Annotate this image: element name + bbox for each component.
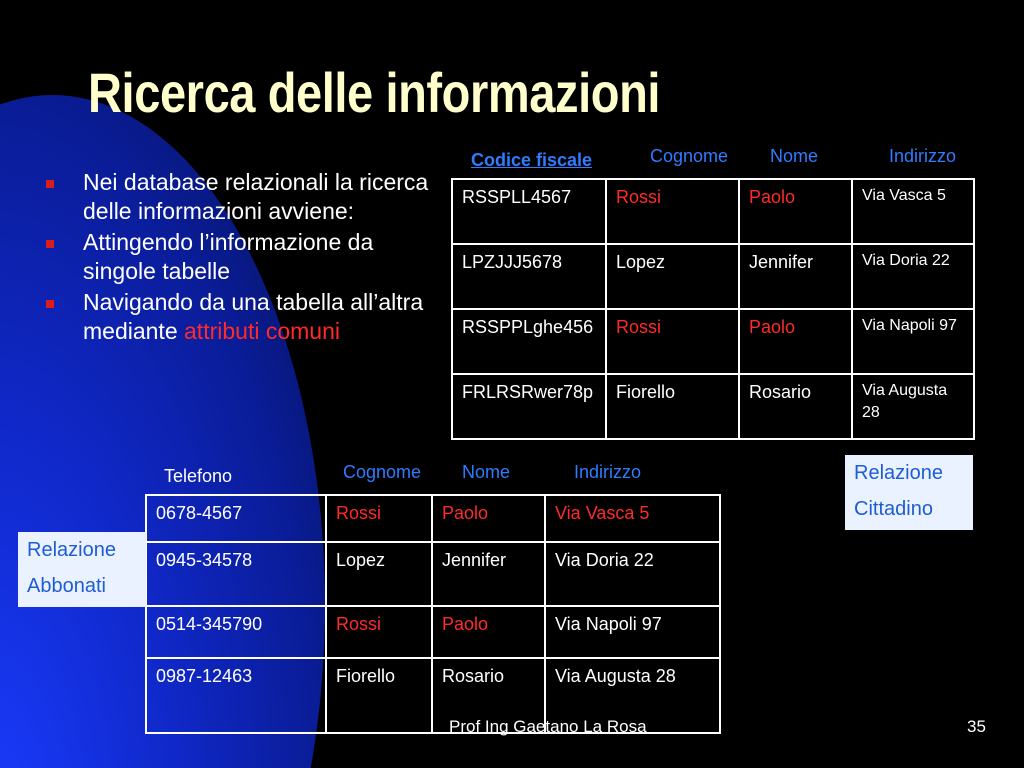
table-cell: Jennifer xyxy=(739,244,852,309)
header-cognome: Cognome xyxy=(650,146,729,166)
table-cell: Via Doria 22 xyxy=(852,244,974,309)
header-indirizzo: Indirizzo xyxy=(574,462,642,482)
table-cell: RSSPPLghe456 xyxy=(452,309,606,374)
table-abbonati xyxy=(145,494,721,734)
bullet-text: Navigando da una tabella all’altra mediante xyxy=(83,289,424,344)
table-cell: 0514-345790 xyxy=(146,606,326,658)
table-row xyxy=(146,542,720,606)
table-cell: Paolo xyxy=(432,606,545,658)
table-cell: Via Augusta 28 xyxy=(545,658,720,733)
table-cell: Rossi xyxy=(326,606,432,658)
label-relazione-cittadino xyxy=(845,455,973,530)
table-row xyxy=(452,374,974,439)
label-line: Relazione xyxy=(27,539,116,561)
table-cell: Paolo xyxy=(739,179,852,244)
bullet-text: Attingendo l’informazione da singole tabelle xyxy=(83,229,374,284)
header-codice-fiscale: Codice fiscale xyxy=(471,150,593,170)
table-cell: Lopez xyxy=(326,542,432,606)
table-cell: Fiorello xyxy=(326,658,432,733)
table-cell: Jennifer xyxy=(432,542,545,606)
page-number: 35 xyxy=(967,717,986,736)
header-telefono: Telefono xyxy=(164,466,233,486)
table-cell: Fiorello xyxy=(606,374,739,439)
table-row xyxy=(452,179,974,244)
bullet-square-icon xyxy=(46,300,54,308)
label-line: Cittadino xyxy=(854,498,933,520)
table-row xyxy=(452,309,974,374)
table-cell: Via Vasca 5 xyxy=(852,179,974,244)
bullet-item xyxy=(42,228,452,286)
table-cittadino xyxy=(451,178,975,440)
label-line: Relazione xyxy=(854,462,943,484)
header-nome: Nome xyxy=(770,146,819,166)
table-cell: FRLRSRwer78p xyxy=(452,374,606,439)
label-relazione-abbonati xyxy=(18,532,146,607)
bullet-square-icon xyxy=(46,180,54,188)
header-cognome: Cognome xyxy=(343,462,422,482)
table-cell: Via Napoli 97 xyxy=(852,309,974,374)
bullet-list xyxy=(42,168,452,348)
table-row xyxy=(146,606,720,658)
table-cell: Rossi xyxy=(606,179,739,244)
table-cell: 0678-4567 xyxy=(146,495,326,542)
bullet-highlight-text: attributi comuni xyxy=(184,318,340,344)
bullet-item xyxy=(42,168,452,226)
header-indirizzo: Indirizzo xyxy=(889,146,957,166)
table-row xyxy=(452,244,974,309)
table-row xyxy=(146,495,720,542)
footer-author: Prof Ing Gaetano La Rosa xyxy=(449,717,647,736)
slide-title: Ricerca delle informazioni xyxy=(88,61,661,124)
table-cell: RSSPLL4567 xyxy=(452,179,606,244)
bullet-item xyxy=(42,288,452,346)
table-cell: Via Augusta 28 xyxy=(852,374,974,439)
label-line: Abbonati xyxy=(27,575,106,597)
table-cell: Via Napoli 97 xyxy=(545,606,720,658)
bullet-text: Nei database relazionali la ricerca delle informazioni avviene: xyxy=(83,169,429,224)
table-cell: Rosario xyxy=(739,374,852,439)
table-cell: Paolo xyxy=(739,309,852,374)
table-cell: Lopez xyxy=(606,244,739,309)
table-cell: Rossi xyxy=(326,495,432,542)
table-cell: Paolo xyxy=(432,495,545,542)
bullet-square-icon xyxy=(46,240,54,248)
table-cell: Rossi xyxy=(606,309,739,374)
table-cell: Rosario xyxy=(432,658,545,733)
table-cell: Via Vasca 5 xyxy=(545,495,720,542)
table-cell: 0987-12463 xyxy=(146,658,326,733)
table-cell: Via Doria 22 xyxy=(545,542,720,606)
header-nome: Nome xyxy=(462,462,511,482)
table-cell: LPZJJJ5678 xyxy=(452,244,606,309)
table-cell: 0945-34578 xyxy=(146,542,326,606)
